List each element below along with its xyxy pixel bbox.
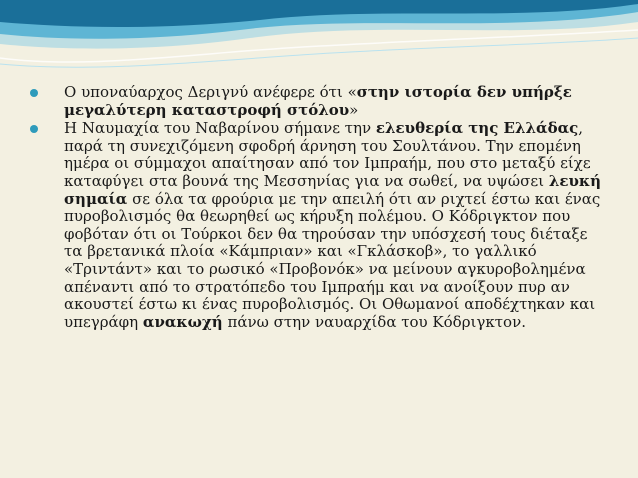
- bullet-text: »: [349, 100, 359, 119]
- bullet-dot-icon: [30, 125, 38, 133]
- slide-content: [28, 84, 610, 332]
- bullet-text-bold: ελευθερία της Ελλάδας: [375, 119, 579, 138]
- bullet-text-bold: στην ιστορία δεν υπήρξε μεγαλύτερη καταστροφή στόλου: [64, 83, 572, 119]
- bullet-text: Ο υποναύαρχος Δεριγνύ ανέφερε ότι «: [64, 83, 357, 101]
- bullet-item: [28, 120, 610, 331]
- bullet-text: πάνω στην ναυαρχίδα του Κόδριγκτον.: [222, 312, 526, 331]
- bullet-text-bold: ανακωχή: [142, 312, 223, 331]
- header-wave-decoration: [0, 0, 638, 80]
- bullet-text: Η Ναυμαχία του Ναβαρίνου σήμανε την: [64, 119, 376, 138]
- bullet-text: σε όλα τα φρούρια με την απειλή ότι αν ριχτεί έστω και ένας πυροβολισμός θα θεωρηθεί ως κήρυξη πολέμου. Ο Κόδριγκτον που φοβόταν ότι οι Τούρκοι δεν θα τηρούσαν την υπόσχεσή τους διέταξε τα βρετανικά πλοία «Κάμπριαν» και «Γκλάσκοβ», το γαλλικό «Τριντάντ» και το ρωσικό «Προβονόκ» να μείνουν αγκυροβολημένα απέναντι από το στρατόπεδο του Ιμπραήμ και να ανοίξουν πυρ αν ακουστεί έστω κι ένας πυροβολισμός. Οι Οθωμανοί αποδέχτηκαν και υπεγράφη: [64, 189, 601, 331]
- bullet-dot-icon: [30, 89, 38, 97]
- bullet-item: [28, 84, 610, 119]
- bullet-text: , παρά τη συνεχιζόμενη σφοδρή άρνηση του Σουλτάνου. Την επομένη ημέρα οι σύμμαχοι απαίτησαν από τον Ιμπραήμ, που στο μεταξύ είχε καταφύγει στα βουνά της Μεσσηνίας για να σωθεί, να υψώσει: [64, 119, 591, 190]
- bullet-text-bold: λευκή σημαία: [64, 171, 602, 208]
- bullet-list: [28, 84, 610, 331]
